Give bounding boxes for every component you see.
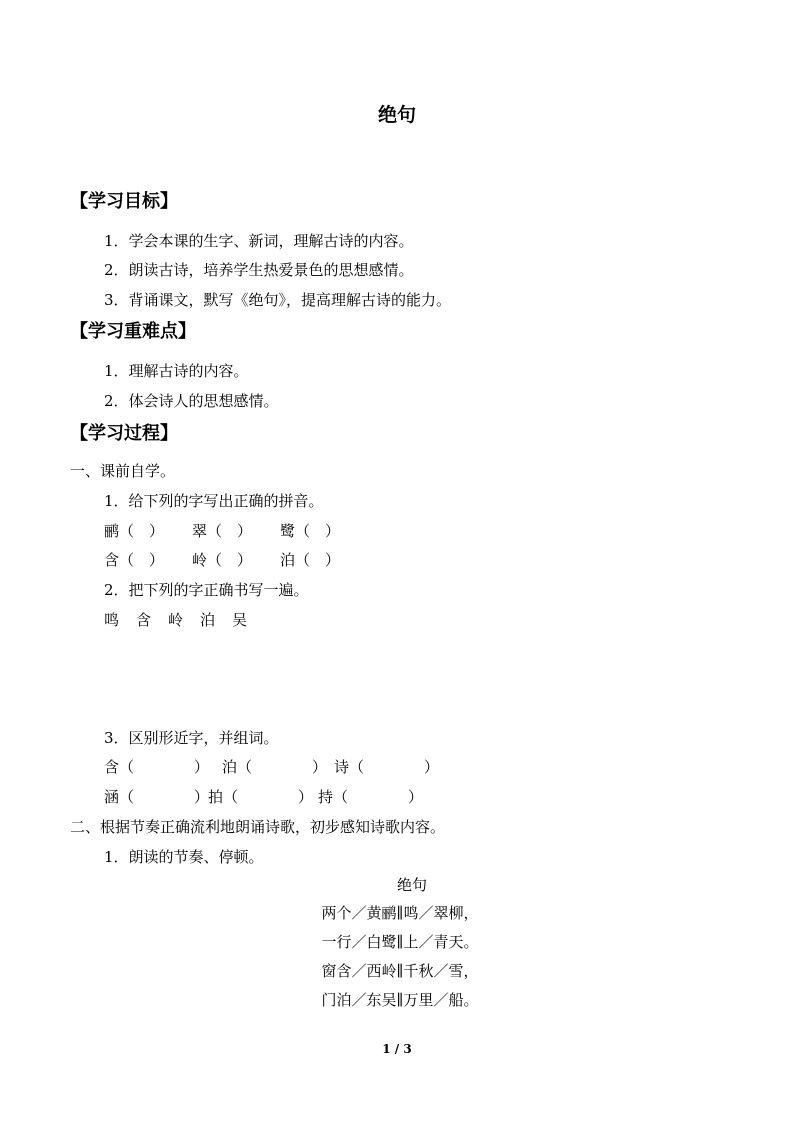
difficulty-item-2: 2．体会诗人的思想感情。 bbox=[104, 392, 279, 410]
word-item: 诗（ ） bbox=[334, 758, 440, 776]
write-char: 泊 bbox=[200, 611, 216, 629]
process-heading: 【学习过程】 bbox=[70, 423, 178, 444]
word-item: 持（ ） bbox=[318, 788, 424, 806]
objective-item-3: 3．背诵课文，默写《绝句》，提高理解古诗的能力。 bbox=[104, 291, 452, 309]
write-char: 岭 bbox=[168, 611, 184, 629]
objectives-heading: 【学习目标】 bbox=[70, 191, 178, 212]
difficulties-heading: 【学习重难点】 bbox=[70, 321, 196, 342]
pinyin-item: 岭（ ） bbox=[192, 551, 253, 569]
write-char: 吴 bbox=[232, 611, 248, 629]
write-char: 含 bbox=[136, 611, 152, 629]
word-item: 涵（ ） bbox=[104, 788, 210, 806]
objective-item-1: 1．学会本课的生字、新词，理解古诗的内容。 bbox=[104, 232, 414, 250]
poem-line: 一行／白鹭∥上／青天。 bbox=[321, 933, 479, 951]
part2-question-1: 1．朗读的节奏、停顿。 bbox=[104, 848, 264, 866]
part1-question-2: 2．把下列的字正确书写一遍。 bbox=[104, 581, 309, 599]
pinyin-item: 鹭（ ） bbox=[280, 522, 341, 540]
part2-title: 二、根据节奏正确流利地朗诵诗歌，初步感知诗歌内容。 bbox=[70, 818, 446, 836]
pinyin-item: 翠（ ） bbox=[192, 522, 253, 540]
pinyin-item: 鹂（ ） bbox=[104, 522, 165, 540]
page-number: 1 / 3 bbox=[382, 1042, 412, 1056]
pinyin-item: 含（ ） bbox=[104, 551, 165, 569]
write-char: 鸣 bbox=[104, 611, 120, 629]
poem-title: 绝句 bbox=[396, 876, 427, 894]
part1-question-3: 3．区别形近字，并组词。 bbox=[104, 729, 279, 747]
word-item: 拍（ ） bbox=[208, 788, 314, 806]
part1-question-1: 1．给下列的字写出正确的拼音。 bbox=[104, 492, 324, 510]
pinyin-item: 泊（ ） bbox=[280, 551, 341, 569]
part1-title: 一、课前自学。 bbox=[70, 462, 176, 480]
poem-line: 窗含／西岭∥千秋／雪， bbox=[321, 962, 479, 980]
poem-line: 门泊／东吴∥万里／船。 bbox=[321, 991, 479, 1009]
poem-line: 两个／黄鹂∥鸣／翠柳， bbox=[321, 904, 479, 922]
word-item: 含（ ） bbox=[104, 758, 210, 776]
difficulty-item-1: 1．理解古诗的内容。 bbox=[104, 362, 249, 380]
word-item: 泊（ ） bbox=[222, 758, 328, 776]
document-title: 绝句 bbox=[377, 104, 416, 126]
objective-item-2: 2．朗读古诗，培养学生热爱景色的思想感情。 bbox=[104, 261, 414, 279]
